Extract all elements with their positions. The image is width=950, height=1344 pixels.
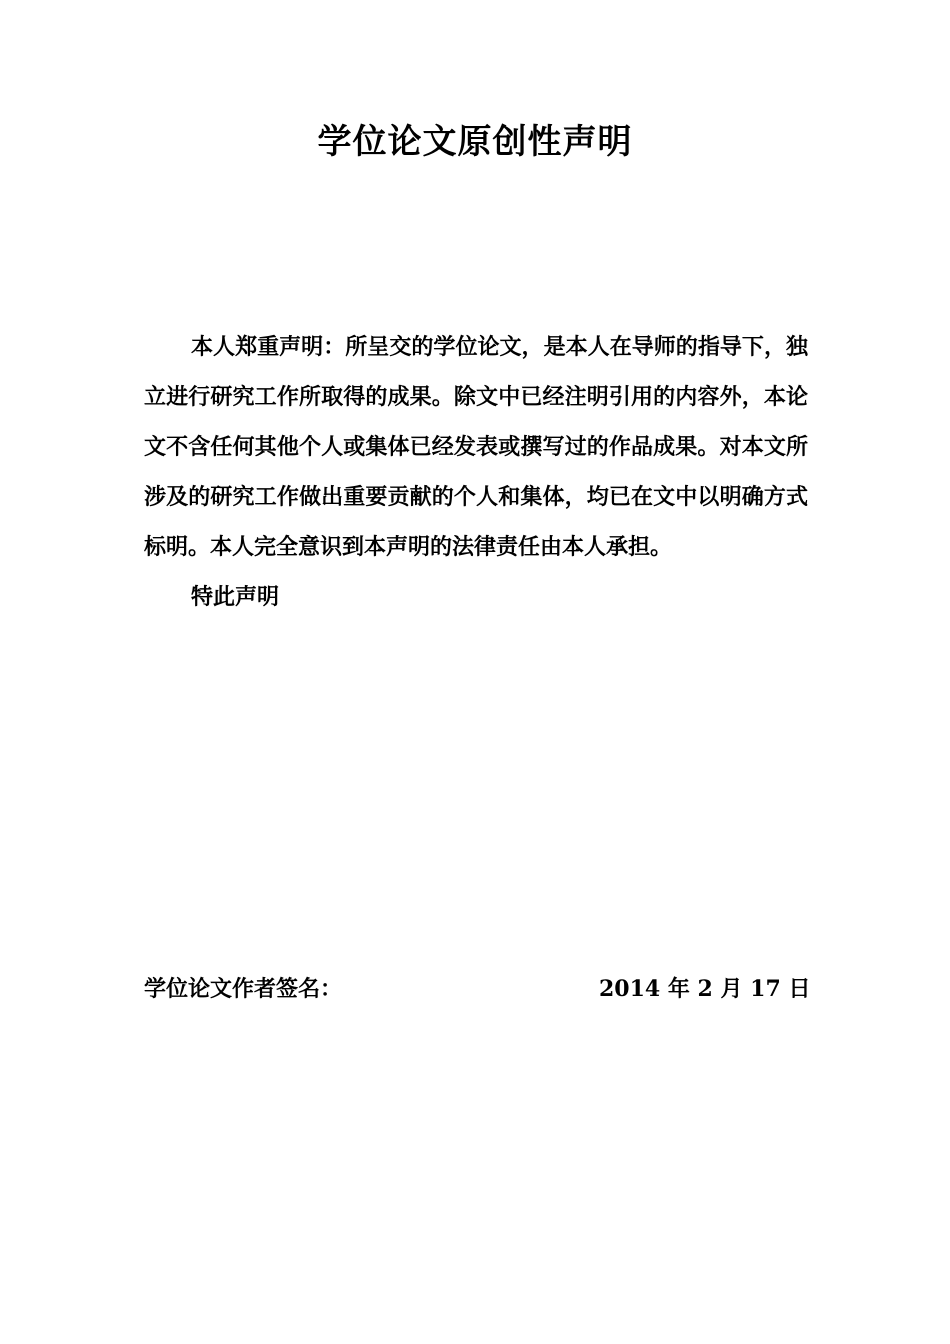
signature-row	[144, 967, 811, 1011]
signature-date: 2014 年 2 月 17 日	[599, 976, 811, 1002]
document-title: 学位论文原创性声明	[317, 122, 633, 162]
closing-statement: 特此声明	[191, 584, 280, 610]
declaration-body	[144, 322, 808, 622]
signature-label: 学位论文作者签名：	[144, 976, 343, 1002]
declaration-paragraph: 本人郑重声明：所呈交的学位论文，是本人在导师的指导下，独立进行研究工作所取得的成果。除文中已经注明引用的内容外，本论文不含任何其他个人或集体已经发表或撰写过的作品成果。对本文所涉及的研究工作做出重要贡献的个人和集体，均已在文中以明确方式标明。本人完全意识到本声明的法律责任由本人承担。	[144, 334, 808, 560]
